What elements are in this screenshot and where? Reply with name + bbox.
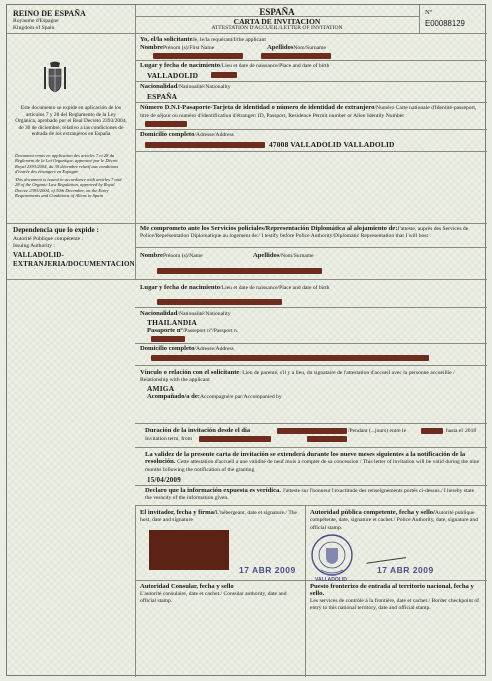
validity-text: La validez de la presente carta de invitación se extenderá durante los nueve meses siguientes a la notificación de la resolución. [145, 451, 466, 466]
guest-relation-row: Vínculo o relación con el solicitante: Lien de parenté, s'il y a lieu, du signataire de l'attestation d'accueil avec la personne accueillie / Relationship with the applicant [140, 369, 455, 384]
country-left-fr: Royaume d'Espagne [13, 18, 59, 24]
host-id-label: Número D.N.I-Pasaporte-Tarjeta de identidad o número de identidad de extranjero [140, 104, 375, 111]
host-nombre-row [140, 44, 214, 52]
coat-of-arms-icon [41, 61, 69, 95]
row-rule [135, 365, 487, 366]
redacted-birth-date [211, 72, 237, 78]
duration-label-fr: /Pendant (...jours) entre le [348, 428, 407, 434]
column-divider-mid [135, 223, 136, 279]
guest-nationality-row: Nacionalidad/Nationalité/Nationality [140, 310, 231, 317]
authority-signature-label-row [310, 509, 482, 531]
row-rule [135, 485, 487, 486]
number-divider [419, 5, 420, 33]
guest-birth-row: Lugar y fecha de nacimiento/Lieu et date de naissance/Place and date of birth [140, 284, 330, 291]
guest-nombre-label: Nombre [140, 252, 163, 259]
commitment-text-fr: J'atteste, auprès des Services de Police/Représentation Diplomatique au logement de:/ I testify before Police Authority/Diplomatic Representation that I will host : [140, 226, 469, 240]
official-signature [364, 540, 406, 563]
guest-address-row: Domicilio completo/Adresse/Address [140, 345, 234, 352]
country-center: ESPAÑA [259, 7, 295, 17]
seal-text: VALLADOLID [315, 577, 347, 583]
border-label-fr: Les services de contrôle à la frontière, date et cachet./ Border checkpoint of entry to this national territory, date and official stamp. [310, 598, 479, 612]
row-rule [135, 102, 487, 103]
row-rule [135, 307, 487, 308]
host-apellidos-label-fr: Nom/Surname [293, 45, 327, 51]
host-apellidos-row [267, 44, 326, 52]
redacted-host-id [145, 121, 187, 127]
guest-apellidos-label-fr: Nom/Surname [280, 253, 314, 259]
legal-text-en: This document is issued in accordance with articles 7 and 28 of the Organic Law Regulation, approved by Royal Decree 2393/2004, of 30th December, on the Entry Requirements and Conditions of Aliens in Spain [15, 177, 122, 199]
commitment-row [140, 225, 482, 240]
row-rule [135, 505, 487, 506]
consular-label-row [140, 583, 300, 605]
host-nombre-label-fr: Prénom (s)/First Name [162, 45, 215, 51]
host-signature-label-fr: L'hébergeant, date et signature./ The host, date and signature [140, 510, 298, 524]
host-apellidos-label: Apellidos [267, 44, 294, 51]
declaration-text-fr: J'atteste sur l'honneur l'exactitude des renseignements portés ci-dessus./ I hereby state the veracity of the information given. [145, 488, 475, 502]
letter-number: E00088129 [425, 19, 465, 28]
guest-accompanied-row [147, 393, 282, 401]
redacted-guest-address [151, 355, 429, 361]
guest-passport-label: Pasaporte nº [147, 327, 183, 334]
signature-divider [305, 505, 306, 677]
redacted-guest-birth [157, 299, 282, 305]
redacted-duration-from [277, 428, 347, 434]
host-birth-label: Lugar y fecha de nacimiento [140, 62, 221, 69]
host-signature-date: 17 ABR 2009 [239, 565, 296, 575]
guest-passport-row: Pasaporte nº/Passeport n°/Passport n. [147, 327, 239, 334]
row-rule [135, 279, 487, 280]
row-rule [135, 81, 487, 82]
doc-subtitle: ATTESTATION D'ACCUEIL/LETTER OF INVITATION [211, 25, 343, 31]
guest-birth-label: Lugar y fecha de nacimiento [140, 284, 221, 291]
guest-address-label: Domicilio completo [140, 345, 195, 352]
guest-apellidos-label: Apellidos [253, 252, 280, 259]
authority-signature-label-fr: Autorité publique compétente, date, signature et cachet./ Police Authority, date, signature and official stamp. [310, 510, 479, 531]
row-rule [135, 580, 487, 581]
redacted-duration-to [421, 428, 443, 434]
guest-relation-value: AMIGA [147, 384, 175, 393]
authority-signature-label: Autoridad pública competente, fecha y sello/ [310, 509, 435, 516]
commitment-text: Me comprometo ante los Servicios policiales/Representación Diplomática al alojamiento de: [140, 225, 398, 232]
guest-accompanied-label-fr: Accompagné/e par/Accompanied by [199, 394, 282, 400]
duration-label: Duración de la invitación desde el día [145, 427, 251, 434]
row-rule [135, 247, 487, 248]
redacted-host-address [145, 142, 265, 148]
duration-year: 2018 [465, 428, 477, 434]
row-rule [135, 447, 487, 448]
solicitante-label-fr: Je, le/la requérant/I/the applicant [192, 37, 266, 43]
host-birth-label-fr: Lieu et date de naissance/Place and date of birth [221, 63, 330, 69]
doc-title: CARTA DE INVITACION [233, 17, 321, 26]
redacted-passport [151, 336, 185, 342]
redacted-host-name [153, 53, 243, 59]
country-left-en: Kingdom of Spain [13, 25, 55, 31]
border-label-row [310, 583, 482, 612]
solicitante-label: Yo, el/la solicitante [140, 36, 193, 43]
number-label: Nº [425, 9, 432, 16]
host-nombre-label: Nombre [140, 44, 163, 51]
host-birth-value: VALLADOLID [147, 71, 199, 80]
legal-text-fr: Document remis en application des articles 7 et 28 du Règlement de la Loi Organique, approuvé par le Décret Royal 2393/2004, du 30 décembre relatif aux conditions d'entrée des étrangers en Espagne [15, 153, 119, 175]
legal-text-es: Este documento se expide en aplicación de los artículos 7 y 28 del Reglamento de la Ley Orgánica, aprobado por el Real Decreto 2393/2004, de 30 de diciembre, relativo a las condiciones de entrada de los extranjeros en España [15, 105, 127, 138]
redacted-term-to [307, 436, 347, 442]
host-nationality-value: ESPAÑA [147, 92, 178, 101]
consular-label: Autoridad Consular, fecha y sello [140, 583, 234, 590]
authority-label-en: Issuing Authority : [13, 243, 55, 249]
guest-nombre-row [140, 252, 203, 260]
column-divider-bottom [135, 505, 136, 677]
host-nationality-label-fr: Nationalité/Nationality [178, 84, 231, 90]
guest-apellidos-row: Apellidos/Nom/Surname [253, 252, 314, 259]
guest-address-label-fr: Adresse/Address [195, 346, 234, 352]
guest-nationality-label-fr: Nationalité/Nationality [178, 311, 231, 317]
authority-label-fr: Autorité Publique compétente : [13, 236, 84, 242]
authority-signature-date: 17 ABR 2009 [377, 565, 434, 575]
declaration-text: Declaro que la información expuesta es verídica. [145, 487, 281, 494]
host-address-label: Domicilio completo [140, 131, 195, 138]
row-rule [135, 343, 487, 344]
host-address-row: Domicilio completo/Adresse/Address [140, 131, 234, 138]
redacted-host-surname [261, 53, 331, 59]
row-rule [135, 60, 487, 61]
guest-nationality-label: Nacionalidad [140, 310, 178, 317]
validity-text-fr: Cette attestation d'accueil a une validité de neuf mois à compter de sa concession / This letter of invitation will be valid during the nine months following the notification of the granting [145, 459, 480, 473]
country-left: REINO DE ESPAÑA [13, 9, 86, 18]
guest-passport-label-fr: Passeport n°/Passport n. [184, 328, 239, 334]
header-divider [7, 33, 487, 34]
host-signature-label: El invitador, fecha y firma/ [140, 509, 216, 516]
host-signature-label-row [140, 509, 300, 524]
row-rule [135, 129, 487, 130]
solicitante-row [140, 36, 266, 44]
authority-bottom [7, 279, 135, 280]
row-rule [135, 423, 487, 424]
host-address-value: 47008 VALLADOLID VALLADOLID [269, 140, 395, 149]
invitation-letter [6, 4, 486, 676]
official-seal-icon [309, 532, 355, 578]
redacted-term-from [199, 436, 271, 442]
redacted-guest-name [157, 268, 322, 274]
column-divider-top [135, 5, 136, 223]
guest-nationality-value: THAILANDIA [147, 318, 198, 327]
duration-label-en: Invitation term, from [145, 436, 193, 442]
consular-label-fr: L'autorité consulaire, date et cachet./ Consular authority, date and official stamp. [140, 591, 287, 605]
guest-nombre-label-fr: Prénom (s)/Name [162, 253, 203, 259]
host-birth-row: Lugar y fecha de nacimiento/Lieu et date de naissance/Place and date of birth [140, 62, 330, 69]
duration-row [145, 427, 250, 435]
host-id-label-fr: Numéro Carte nationale d'Identité-passeport, titre de séjour ou numéro d'identification d'étranger/ ID, Passport, Residence Permit number or Alien Identity Number [140, 105, 477, 119]
host-nationality-row: Nacionalidad/Nationalité/Nationality [140, 83, 231, 90]
host-id-row: Número D.N.I-Pasaporte-Tarjeta de identidad o número de identidad de extranjero/Numéro Carte nationale d'Identité-passeport, titre de séjour ou numéro d'identification d'étranger/ ID, Passport, Residence Permit number or Alien Identity Number [140, 104, 477, 119]
guest-relation-label: Vínculo o relación con el solicitante [140, 369, 240, 376]
host-nationality-label: Nacionalidad [140, 83, 178, 90]
redacted-host-signature [149, 530, 229, 570]
guest-birth-label-fr: Lieu et date de naissance/Place and date of birth [221, 285, 330, 291]
authority-label: Dependencia que lo expide : [13, 226, 99, 234]
guest-relation-label-fr: Lien de parenté, s'il y a lieu, du signataire de l'attestation d'accueil avec la personne accueillie / Relationship with the applicant [140, 370, 455, 384]
guest-accompanied-label: Acompañado/a de: [147, 393, 200, 400]
section-divider [7, 223, 487, 224]
validity-row [145, 451, 481, 473]
duration-until: hasta el [446, 428, 463, 434]
validity-date: 15/04/2009 [147, 476, 181, 484]
host-address-label-fr: Adresse/Address [195, 132, 234, 138]
row-rule [135, 151, 487, 152]
authority-value: VALLADOLID-EXTRANJERIA/DOCUMENTACION [13, 251, 135, 268]
border-label: Puesto fronterizo de entrada al territorio nacional, fecha y sello. [310, 583, 474, 597]
declaration-row [145, 487, 481, 502]
